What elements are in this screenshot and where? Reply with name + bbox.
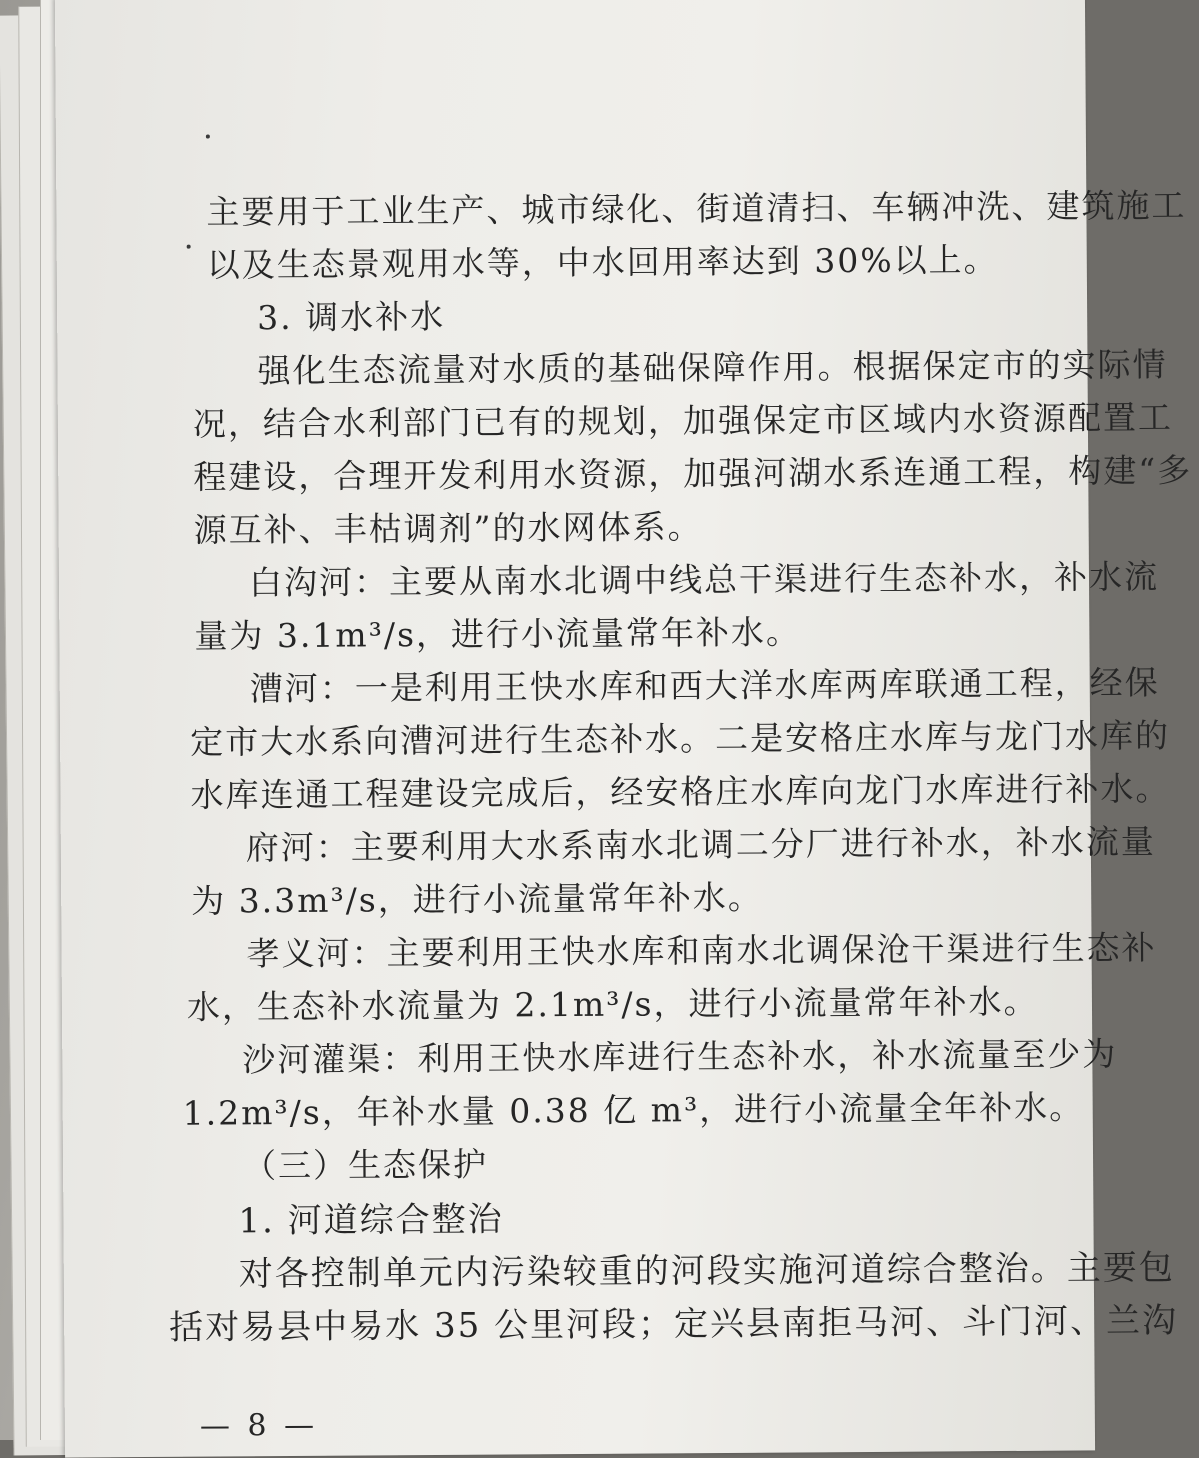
body-line: 定市大水系向漕河进行生态补水。二是安格庄水库与龙门水库的 (189, 715, 1171, 762)
body-line: 府河：主要利用大水系南水北调二分厂进行补水，补水流量 (245, 821, 1156, 868)
body-line: 以及生态景观用水等，中水回用率达到 30%以上。 (206, 240, 999, 285)
body-line: 水库连通工程建设完成后，经安格庄水库向龙门水库进行补水。 (190, 768, 1171, 815)
document-page (55, 0, 1193, 1458)
body-line: 主要用于工业生产、城市绿化、街道清扫、车辆冲洗、建筑施工 (206, 185, 1187, 232)
body-line: 漕河：一是利用王快水库和西大洋水库两库联通工程，经保 (249, 662, 1160, 709)
page-number: — 8 — (199, 1407, 319, 1444)
body-line: 对各控制单元内污染较重的河段实施河道综合整治。主要包 (238, 1247, 1175, 1295)
body-line: 1.2m³/s，年补水量 0.38 亿 m³，进行小流量全年补水。 (182, 1087, 1085, 1133)
body-line: 沙河灌渠：利用王快水库进行生态补水，补水流量至少为 (242, 1034, 1118, 1080)
body-line: 源互补、丰枯调剂”的水网体系。 (193, 507, 703, 550)
subsection-heading: 1. 河道综合整治 (238, 1199, 504, 1242)
body-line: 程建设，合理开发利用水资源，加强河湖水系连通工程，构建“多 (193, 450, 1193, 497)
section-heading: 3. 调水补水 (257, 296, 446, 338)
body-line: 量为 3.1m³/s，进行小流量常年补水。 (194, 612, 802, 656)
speck (187, 245, 191, 249)
body-line: 括对易县中易水 35 公里河段；定兴县南拒马河、斗门河、兰沟 (169, 1300, 1179, 1348)
body-line: 孝义河：主要利用王快水库和南水北调保沧干渠进行生态补 (246, 927, 1157, 974)
body-line: 强化生态流量对水质的基础保障作用。根据保定市的实际情 (257, 344, 1168, 391)
body-line: 况，结合水利部门已有的规划，加强保定市区域内水资源配置工 (192, 397, 1174, 444)
section-heading: （三）生态保护 (242, 1144, 489, 1186)
speck (206, 135, 210, 139)
body-line: 为 3.3m³/s，进行小流量常年补水。 (191, 877, 763, 921)
body-line: 白沟河：主要从南水北调中线总干渠进行生态补水，补水流 (248, 556, 1160, 603)
body-line: 水，生态补水流量为 2.1m³/s，进行小流量常年补水。 (186, 981, 1039, 1027)
